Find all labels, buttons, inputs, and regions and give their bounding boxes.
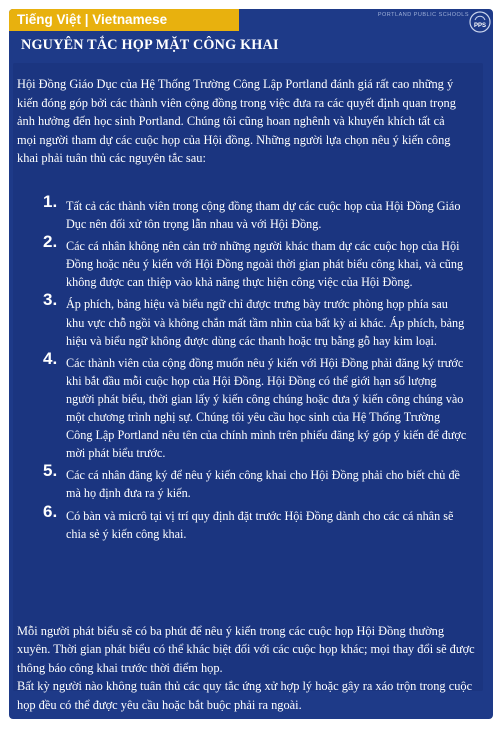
rule-number: 3. xyxy=(43,290,58,310)
page-title: NGUYÊN TẮC HỌP MẶT CÔNG KHAI xyxy=(21,37,279,53)
list-item xyxy=(17,348,467,463)
rules-list xyxy=(17,192,467,547)
language-banner: Tiếng Việt | Vietnamese xyxy=(9,9,239,31)
logo-text: PPS xyxy=(473,23,487,29)
rule-number: 2. xyxy=(43,232,58,252)
poster xyxy=(9,9,493,719)
list-item xyxy=(17,461,467,502)
rule-text: Có bàn và micrô tại vị trí quy định đặt trước Hội Đồng dành cho các cá nhân sẽ chia sẻ ý kiến công khai. xyxy=(66,508,454,541)
rule-number: 6. xyxy=(43,501,58,521)
speaking-time-note: Mỗi người phát biểu sẽ có ba phút để nêu ý kiến trong các cuộc họp Hội Đồng thường xuyên. Thời gian phát biểu có thể khác biệt đối với các cuộc họp khác; mọi thay đổi sẽ được thông báo công khai trước thời điểm họp. xyxy=(17,624,475,675)
rule-text: Áp phích, bảng hiệu và biểu ngữ chỉ được trưng bày trước phòng họp phía sau khu vực chỗ ngồi và không chắn mất tầm nhìn của bất kỳ ai khác. Áp phích, bảng hiệu và biểu ngữ không được dùng các thanh hoặc trụ bằng gỗ hay kim loại. xyxy=(66,297,465,348)
rule-text: Các thành viên của cộng đồng muốn nêu ý kiến với Hội Đồng phải đăng ký trước khi bắt đầu mỗi cuộc họp của Hội Đồng. Hội Đồng có thể giới hạn số lượng người phát biểu, thời gian lấy ý kiến công chúng hoặc đưa ý kiến công chúng vào một chương trình nghị sự. Chúng tôi yêu cầu học sinh của Hệ Thống Trường Công Lập Portland nêu tên của chính mình trên phiếu đăng ký góp ý kiến để được mời phát biểu trước. xyxy=(66,355,467,461)
list-item xyxy=(17,192,467,233)
list-item xyxy=(17,232,467,291)
conduct-note: Bất kỳ người nào không tuân thủ các quy tắc ứng xử hợp lý hoặc gây ra xáo trộn trong cuộc họp đều có thể được yêu cầu hoặc bắt buộc phải ra ngoài. xyxy=(17,679,473,712)
rule-number: 4. xyxy=(43,348,58,368)
organization-name: PORTLAND PUBLIC SCHOOLS xyxy=(377,12,469,18)
rule-number: 1. xyxy=(43,192,58,211)
rule-text: Các cá nhân không nên cản trở những người khác tham dự các cuộc họp của Hội Đồng hoặc nêu ý kiến với Hội Đồng ngoài thời gian phát biểu công khai, và cũng không được can thiệp vào khả năng thực hiện công việc của Hội Đồng. xyxy=(66,239,464,290)
rule-text: Các cá nhân đăng ký để nêu ý kiến công khai cho Hội Đồng phải cho biết chủ đề mà họ định đưa ra ý kiến. xyxy=(66,468,460,501)
pps-logo-icon xyxy=(469,11,491,33)
closing-notes xyxy=(17,622,477,714)
rule-text: Tất cả các thành viên trong cộng đồng tham dự các cuộc họp của Hội Đồng Giáo Dục nên đối xử tôn trọng lẫn nhau và với Hội Đồng. xyxy=(66,199,461,232)
list-item xyxy=(17,290,467,349)
rule-number: 5. xyxy=(43,461,58,481)
list-item xyxy=(17,501,467,543)
intro-paragraph: Hội Đồng Giáo Dục của Hệ Thống Trường Công Lập Portland đánh giá rất cao những ý kiến đóng góp bởi các thành viên cộng đồng trong việc đưa ra các quyết định quan trọng ảnh hưởng đến học sinh Portland. Chúng tôi cũng hoan nghênh và khuyến khích tất cả mọi người tham dự các cuộc họp của Hội đồng. Những người lựa chọn nêu ý kiến công khai phải tuân thủ các nguyên tắc sau: xyxy=(17,77,456,166)
